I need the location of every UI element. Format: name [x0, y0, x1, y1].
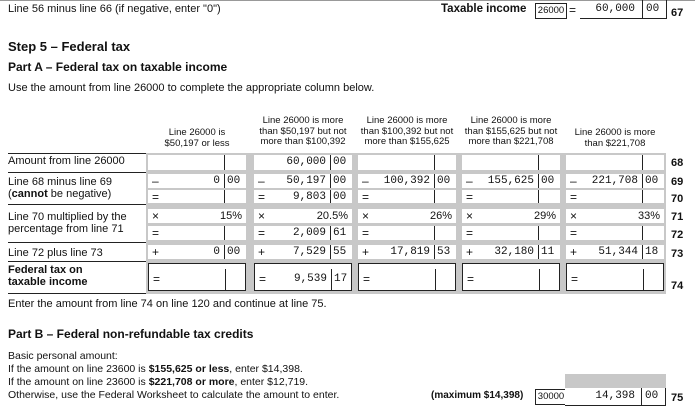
col2-row72-cents: 61 — [333, 227, 347, 239]
partA-title: Part A – Federal tax on taxable income — [8, 60, 228, 74]
col1-row69-cents: 00 — [227, 175, 241, 187]
row-divider — [8, 204, 146, 205]
col4-rate: 29% — [533, 210, 556, 222]
cents-divider — [538, 174, 539, 188]
cents-divider — [538, 190, 539, 203]
col1-row73-dollars: 0 — [213, 246, 220, 258]
col5-row70-field[interactable] — [566, 190, 664, 203]
col3-row73-cents: 53 — [437, 246, 451, 258]
basic-personal-amount-field[interactable] — [565, 388, 666, 406]
minus-sign: – — [570, 174, 577, 188]
times-sign: × — [570, 209, 578, 223]
col1-rate: 15% — [219, 210, 242, 222]
partB-line2-end: , enter $14,398. — [229, 363, 303, 375]
col5-row71-field[interactable] — [566, 209, 664, 223]
times-sign: × — [258, 209, 266, 223]
cents-divider — [434, 226, 435, 240]
eq-sign: = — [362, 226, 370, 240]
line56-label: Line 56 minus line 66 (if negative, enter "0") — [8, 3, 221, 15]
row-divider — [8, 242, 146, 243]
row68-label: Amount from line 26000 — [8, 155, 125, 167]
minus-sign: – — [152, 174, 159, 188]
eq-sign: = — [466, 226, 474, 240]
col2-row69-field[interactable] — [254, 174, 352, 188]
step5-title: Step 5 – Federal tax — [8, 39, 131, 54]
cents-divider — [642, 0, 643, 18]
col2-row69-dollars: 50,197 — [286, 175, 326, 187]
row73-label: Line 72 plus line 73 — [8, 247, 103, 259]
row69-negative: be negative) — [47, 188, 112, 200]
cents-divider — [331, 269, 332, 290]
col4-row74-field[interactable] — [462, 263, 560, 291]
cents-divider — [434, 245, 435, 259]
col4-row72-field[interactable] — [462, 226, 560, 240]
col4-row68-field[interactable] — [462, 155, 560, 170]
cents-divider — [642, 226, 643, 240]
col2-row74-cents: 17 — [334, 273, 348, 285]
col4-row69-cents: 00 — [541, 175, 555, 187]
basic-personal-amount-cents: 00 — [645, 390, 659, 402]
row74-label-line2: taxable income — [8, 276, 88, 288]
col2-row73-cents: 55 — [333, 246, 347, 258]
eq-sign: = — [570, 190, 578, 204]
col4-head-line2: than $155,625 but not — [464, 125, 558, 137]
col4-row70-field[interactable] — [462, 190, 560, 203]
cents-divider — [330, 226, 331, 240]
col1-row71-field[interactable] — [148, 209, 246, 223]
col2-rate: 20.5% — [316, 210, 348, 222]
row-divider — [8, 153, 146, 154]
cents-divider — [224, 155, 225, 170]
partB-line3 — [8, 376, 308, 388]
minus-sign: – — [362, 174, 369, 188]
row-divider — [8, 261, 146, 262]
partB-grey-band — [565, 374, 666, 388]
col2-row72-dollars: 2,009 — [292, 227, 326, 239]
col4-row69-dollars: 155,625 — [487, 175, 534, 187]
cents-divider — [642, 190, 643, 203]
row74-label-line1: Federal tax on — [8, 264, 83, 276]
col5-row73-cents: 18 — [645, 246, 659, 258]
partB-line2 — [8, 363, 303, 375]
cents-divider — [538, 245, 539, 259]
eq-sign: = — [152, 190, 160, 204]
row69-cannot: cannot — [11, 188, 48, 200]
row-number-75: 75 — [671, 392, 684, 404]
taxable-income-field[interactable] — [580, 0, 667, 19]
eq-sign: = — [363, 272, 371, 286]
col4-head-line1: Line 26000 is more — [470, 115, 552, 126]
cents-divider — [642, 245, 643, 259]
row-divider — [8, 293, 146, 294]
basic-personal-amount-dollars: 14,398 — [595, 390, 635, 402]
plus-sign: + — [570, 245, 578, 259]
cents-divider — [434, 174, 435, 188]
col3-row69-cents: 00 — [437, 175, 451, 187]
col5-row73-dollars: 51,344 — [598, 246, 638, 258]
col2-row68-field[interactable] — [254, 155, 352, 170]
eq-sign: = — [258, 190, 266, 204]
col3-row73-dollars: 17,819 — [390, 246, 430, 258]
cents-divider — [224, 245, 225, 259]
col5-row69-field[interactable] — [566, 174, 664, 188]
partB-line3-threshold: $221,708 or more — [148, 376, 235, 388]
col1-row69-field[interactable] — [148, 174, 246, 188]
col3-row73-field[interactable] — [358, 245, 456, 259]
row-number-70: 70 — [671, 193, 684, 205]
col2-row71-field[interactable] — [254, 209, 352, 223]
row-divider — [8, 172, 146, 173]
row-number-69: 69 — [671, 176, 684, 188]
cents-divider — [330, 245, 331, 259]
col4-row73-dollars: 32,180 — [494, 246, 534, 258]
col4-row69-field[interactable] — [462, 174, 560, 188]
col5-head-line2: than $221,708 — [584, 137, 646, 149]
col4-row73-cents: 11 — [541, 246, 555, 258]
row-number-74: 74 — [671, 280, 684, 292]
col2-row68-dollars: 60,000 — [286, 156, 326, 168]
row69-label-line2 — [8, 189, 111, 201]
cents-divider — [330, 190, 331, 203]
col5-row73-field[interactable] — [566, 245, 664, 259]
col3-row71-field[interactable] — [358, 209, 456, 223]
partB-line3-text: If the amount on line 23600 is — [8, 376, 149, 388]
row69-label-line1: Line 68 minus line 69 — [8, 176, 112, 188]
partB-title: Part B – Federal non-refundable tax credits — [8, 327, 254, 341]
col3-rate: 26% — [429, 210, 452, 222]
cents-divider — [224, 226, 225, 240]
col3-row69-dollars: 100,392 — [383, 175, 430, 187]
col1-row72-field[interactable] — [148, 226, 246, 240]
plus-sign: + — [258, 245, 266, 259]
col1-heading — [146, 128, 248, 149]
cents-divider — [434, 155, 435, 170]
col2-row73-field[interactable] — [254, 245, 352, 259]
eq-sign: = — [466, 190, 474, 204]
cents-divider — [539, 269, 540, 290]
times-sign: × — [466, 209, 474, 223]
col2-row69-cents: 00 — [333, 175, 347, 187]
plus-sign: + — [362, 245, 370, 259]
row71-label-line2: percentage from line 71 — [8, 223, 124, 235]
taxable-income-label: Taxable income — [441, 3, 527, 15]
plus-sign: + — [466, 245, 474, 259]
col5-row68-field[interactable] — [566, 155, 664, 170]
cents-divider — [224, 190, 225, 203]
eq-sign: = — [152, 226, 160, 240]
col1-row73-field[interactable] — [148, 245, 246, 259]
col5-head-line1: Line 26000 is more — [574, 127, 656, 138]
col1-head-line1: Line 26000 is — [168, 127, 226, 138]
col5-row69-dollars: 221,708 — [591, 175, 638, 187]
col5-row69-cents: 00 — [645, 175, 659, 187]
partA-instruction: Use the amount from line 26000 to complete the appropriate column below. — [8, 82, 375, 94]
cents-divider — [434, 190, 435, 203]
col2-row74-field[interactable] — [254, 263, 352, 291]
line-code-26000: 26000 — [535, 3, 567, 19]
col4-row73-field[interactable] — [462, 245, 560, 259]
col2-row74-dollars: 9,539 — [293, 273, 327, 285]
col2-row70-cents: 00 — [333, 191, 347, 203]
eq-sign: = — [362, 190, 370, 204]
col3-heading — [356, 116, 458, 148]
eq-sign: = — [153, 272, 161, 286]
row-number-71: 71 — [671, 211, 684, 223]
row-number-72: 72 — [671, 229, 684, 241]
line-code-30000: 30000 — [535, 389, 567, 405]
row-number-67: 67 — [671, 7, 684, 19]
col1-row68-field[interactable] — [148, 155, 246, 170]
eq-sign: = — [258, 226, 266, 240]
col4-heading — [460, 116, 562, 148]
taxable-income-cents: 00 — [646, 3, 660, 15]
col2-heading — [252, 116, 354, 148]
cents-divider — [330, 174, 331, 188]
row-number-73: 73 — [671, 248, 684, 260]
eq-sign: = — [259, 272, 267, 286]
col2-row68-cents: 00 — [333, 156, 347, 168]
cents-divider — [224, 174, 225, 188]
cents-divider — [225, 269, 226, 290]
taxable-income-dollars: 60,000 — [595, 3, 635, 15]
cents-divider — [538, 155, 539, 170]
partB-line4: Otherwise, use the Federal Worksheet to calculate the amount to enter. — [8, 389, 340, 401]
col1-row69-dollars: 0 — [213, 175, 220, 187]
plus-sign: + — [152, 245, 160, 259]
partB-line2-text: If the amount on line 23600 is — [8, 363, 149, 375]
partB-maximum: (maximum $14,398) — [431, 390, 524, 401]
times-sign: × — [362, 209, 370, 223]
col5-row74-field[interactable] — [566, 263, 664, 291]
col2-row70-field[interactable] — [254, 190, 352, 203]
eq-sign: = — [571, 272, 579, 286]
col1-head-line2: $50,197 or less — [164, 137, 230, 149]
col4-row71-field[interactable] — [462, 209, 560, 223]
col2-head-line2: than $50,197 but not — [259, 125, 347, 137]
col3-row72-field[interactable] — [358, 226, 456, 240]
equals-sign: = — [569, 3, 577, 17]
partB-line3-end: , enter $12,719. — [234, 376, 309, 388]
col2-row72-field[interactable] — [254, 226, 352, 240]
col3-head-line1: Line 26000 is more — [366, 115, 448, 126]
col3-head-line3: more than $155,625 — [364, 136, 450, 147]
col3-row70-field[interactable] — [358, 190, 456, 203]
cents-divider — [643, 269, 644, 290]
col2-head-line1: Line 26000 is more — [262, 115, 344, 126]
col2-row73-dollars: 7,529 — [292, 246, 326, 258]
col4-head-line3: more than $221,708 — [468, 136, 554, 147]
cents-divider — [330, 155, 331, 170]
row-number-68: 68 — [671, 157, 684, 169]
after-table-instruction: Enter the amount from line 74 on line 120 and continue at line 75. — [8, 298, 327, 310]
col2-head-line3: more than $100,392 — [260, 136, 346, 147]
row69-paren: ( — [8, 188, 12, 200]
partB-line1: Basic personal amount: — [8, 350, 118, 362]
cents-divider — [642, 155, 643, 170]
cents-divider — [435, 269, 436, 290]
partB-line2-threshold: $155,625 or less — [148, 363, 230, 375]
cents-divider — [538, 226, 539, 240]
minus-sign: – — [258, 174, 265, 188]
cents-divider — [641, 388, 642, 405]
col3-head-line2: than $100,392 but not — [360, 125, 454, 137]
col3-row74-field[interactable] — [358, 263, 456, 291]
col2-row70-dollars: 9,803 — [292, 191, 326, 203]
col1-row70-field[interactable] — [148, 190, 246, 203]
times-sign: × — [152, 209, 160, 223]
eq-sign: = — [570, 226, 578, 240]
col5-row72-field[interactable] — [566, 226, 664, 240]
cents-divider — [642, 174, 643, 188]
col3-row69-field[interactable] — [358, 174, 456, 188]
row71-label-line1: Line 70 multiplied by the — [8, 211, 127, 223]
col5-heading — [564, 128, 666, 149]
col5-rate: 33% — [637, 210, 660, 222]
col3-row68-field[interactable] — [358, 155, 456, 170]
minus-sign: – — [466, 174, 473, 188]
col1-row74-field[interactable] — [148, 263, 246, 291]
eq-sign: = — [467, 272, 475, 286]
col1-row73-cents: 00 — [227, 246, 241, 258]
